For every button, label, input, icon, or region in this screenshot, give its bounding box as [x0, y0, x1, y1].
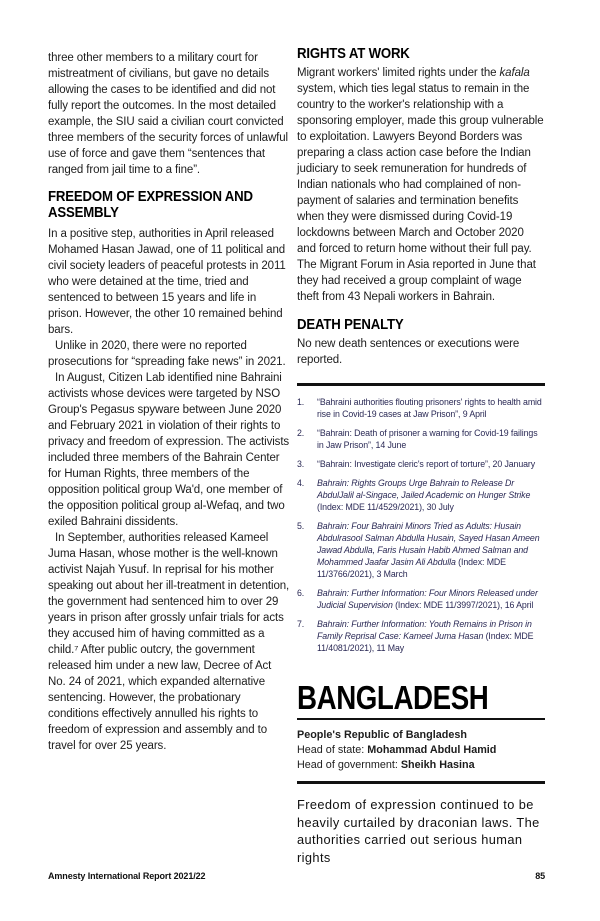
footnote-text: “Bahrain: Death of prisoner a warning for Covid-19 failings in Jaw Prison”, 14 June — [317, 428, 538, 450]
country-official-name: People's Republic of Bangladesh — [297, 729, 467, 741]
footnote-number: 4. — [297, 478, 305, 488]
paragraph-fake-news: Unlike in 2020, there were no reported prosecutions for “spreading fake news” in 2021. — [48, 340, 286, 368]
left-column — [48, 50, 291, 754]
footnote-text: Bahrain: Rights Groups Urge Bahrain to Release Dr AbdulJalil al-Singace, Jailed Academic on Hunger Strike (Index: MDE 11/4529/2021), 30 July — [317, 478, 531, 512]
footnote-text: “Bahrain: Investigate cleric's report of torture”, 20 January — [317, 459, 536, 469]
paragraph-death-penalty: No new death sentences or executions were reported. — [297, 338, 520, 366]
footnote-number: 5. — [297, 521, 305, 531]
footnote-item — [297, 520, 545, 580]
paragraph-military-court: three other members to a military court for mistreatment of civilians, but gave no details allowing the cases to be identified and did not fully report the outcomes. In the most detailed example, the SIU said a civilian court convicted three members of the security forces of unlawful use of force and gave them “sentences that ranged from jail time to a fine”. — [48, 52, 289, 176]
right-column — [297, 46, 545, 866]
footnote-item — [297, 587, 545, 611]
footnote-number: 6. — [297, 588, 305, 598]
head-of-state-label: Head of state: — [297, 744, 368, 756]
footnote-text: “Bahraini authorities flouting prisoners' rights to health amid rise in Covid-19 cases at Jaw Prison”, 9 April — [317, 397, 542, 419]
page-footer — [48, 871, 545, 881]
footnote-text: Bahrain: Further Information: Four Minors Released under Judicial Supervision (Index: MDE 11/3997/2021), 16 April — [317, 588, 538, 610]
bangladesh-top-rule — [297, 718, 545, 720]
heading-bangladesh: BANGLADESH — [297, 679, 489, 716]
footnote-number: 7. — [297, 619, 305, 629]
heading-rights-at-work: RIGHTS AT WORK — [297, 45, 410, 62]
footnote-item — [297, 477, 545, 513]
bangladesh-section — [297, 681, 545, 866]
head-of-state-name: Mohammad Abdul Hamid — [367, 744, 497, 756]
footnote-number: 1. — [297, 397, 305, 407]
head-of-government-name: Sheikh Hasina — [400, 759, 475, 771]
footnote-item — [297, 618, 545, 654]
paragraph-migrant-workers — [297, 65, 545, 305]
bangladesh-bottom-rule — [297, 781, 545, 784]
footnote-item — [297, 427, 545, 451]
footnote-number: 2. — [297, 428, 305, 438]
heading-freedom-of-expression: FREEDOM OF EXPRESSION AND ASSEMBLY — [48, 188, 253, 221]
footnote-text: Bahrain: Further Information: Youth Remains in Prison in Family Reprisal Case: Kameel Juma Hasan (Index: MDE 11/4081/2021), 11 May — [317, 619, 534, 653]
head-of-state-row — [297, 743, 545, 758]
paragraph-positive-step: In a positive step, authorities in April released Mohamed Hasan Jawad, one of 11 political and civil society leaders of peaceful protests in 2011 who were detained at the time, tried and sentenced to between 15 years and life in prison. However, the other 10 remained behind bars. — [48, 228, 286, 336]
footnote-item — [297, 396, 545, 420]
footnote-text: Bahrain: Four Bahraini Minors Tried as Adults: Husain Abdulrasool Salman Abdulla Husain, Sayed Hasan Ameen Jawad Abdulla, Faris Husain Habib Ahmed Salman and Mohammed Jaafar Jasim Ali Abdulla (Index: MDE 11/3766/2021), 3 March — [317, 521, 540, 579]
footnotes-list — [297, 396, 545, 654]
heading-death-penalty: DEATH PENALTY — [297, 316, 404, 333]
paragraph-citizen-lab: In August, Citizen Lab identified nine Bahraini activists whose devices were targeted by NSO Group's Pegasus spyware between June 2020 and February 2021 in violation of their rights to privacy and freedom of expression. The activists included three members of the Bahrain Center for Human Rights, three members of the opposition political group Wa'd, one member of the opposition political group al-Wefaq, and two exiled Bahraini dissidents. — [48, 372, 290, 528]
footer-report-title: Amnesty International Report 2021/22 — [48, 871, 206, 881]
rights-text-post: system, which ties legal status to remain in the country to the worker's relationship with a sponsoring employer, made this group vulnerable to exploitation. Lawyers Beyond Borders was preparing a class action case before the Indian judiciary to seek remuneration for hundreds of Indian nationals who had complained of non-payment of salaries and termination benefits when they were dismissed during Covid-19 lockdowns between March and October 2020 and forced to return home without their full pay. The Migrant Forum in Asia reported in June that they had received a group complaint of wage theft from 43 Nepali workers in Bahrain. — [297, 83, 544, 303]
footnote-number: 3. — [297, 459, 305, 469]
paragraph-kameel-juma: In September, authorities released Kameel Juma Hasan, whose mother is the well-known activist Najah Yusuf. In reprisal for his mother speaking out about her ill-treatment in detention, the government had sentenced him to over 29 years in prison after grossly unfair trials for acts they accused him of having committed as a child.⁷ After public outcry, the government released him under a new law, Decree of Act No. 24 of 2021, which expanded alternative sentencing. However, the probationary conditions effectively annulled his rights to freedom of expression and assembly and to travel for over 25 years. — [48, 532, 290, 752]
footnote-separator-rule — [297, 383, 545, 386]
country-info-block — [297, 728, 545, 773]
footnote-item — [297, 458, 545, 470]
footer-page-number: 85 — [535, 871, 545, 881]
head-of-government-label: Head of government: — [297, 759, 401, 771]
head-of-government-row — [297, 758, 545, 773]
rights-text-pre: Migrant workers' limited rights under the — [297, 67, 500, 79]
bangladesh-intro-paragraph: Freedom of expression continued to be heavily curtailed by draconian laws. The authorities carried out serious human rights — [297, 797, 540, 865]
kafala-italic-term: kafala — [499, 67, 530, 79]
